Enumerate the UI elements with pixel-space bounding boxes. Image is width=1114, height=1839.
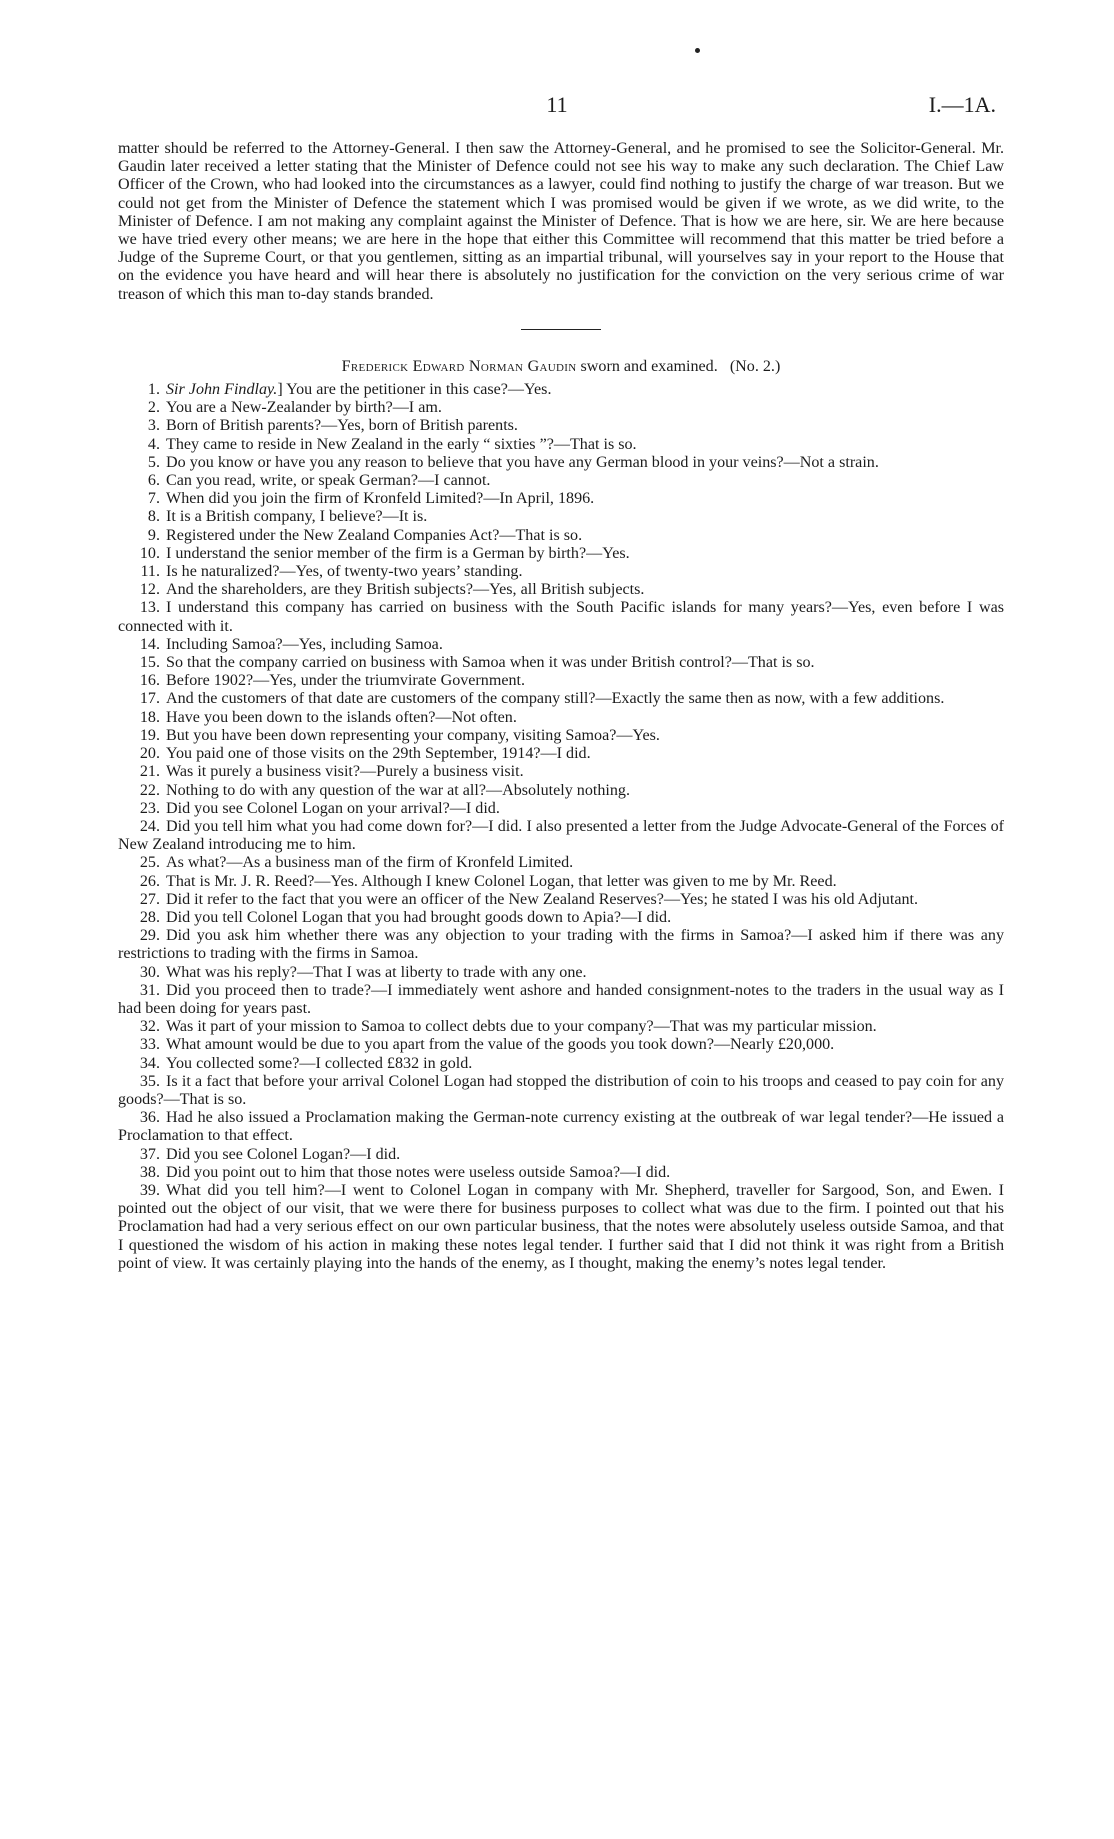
question-text: They came to reside in New Zealand in the early “ sixties ”?—That is so. bbox=[166, 435, 637, 453]
question-answer bbox=[118, 818, 1004, 854]
question-text: Did you proceed then to trade?—I immediately went ashore and handed consignment-notes to the traders in the usual way as I had been doing for years past. bbox=[118, 981, 1004, 1017]
question-number: 7. bbox=[147, 490, 160, 508]
question-text: What was his reply?—That I was at liberty to trade with any one. bbox=[166, 963, 587, 981]
question-answer bbox=[118, 982, 1004, 1018]
question-text: Have you been down to the islands often?—Not often. bbox=[166, 708, 517, 726]
question-number: 10. bbox=[139, 544, 160, 562]
question-text: So that the company carried on business with Samoa when it was under British control?—That is so. bbox=[166, 654, 815, 672]
question-answer bbox=[118, 436, 1004, 454]
question-answer bbox=[118, 964, 1004, 982]
question-text: Did you tell Colonel Logan that you had brought goods down to Apia?—I did. bbox=[166, 908, 672, 926]
question-answer bbox=[118, 1146, 1004, 1164]
question-answer bbox=[118, 508, 1004, 526]
question-answer bbox=[118, 727, 1004, 745]
question-text: Do you know or have you any reason to believe that you have any German blood in your veins?—Not a strain. bbox=[166, 453, 879, 471]
question-number: 5. bbox=[147, 453, 160, 471]
witness-name: Frederick Edward Norman Gaudin bbox=[341, 357, 577, 375]
question-number: 35. bbox=[139, 1072, 160, 1090]
body-text bbox=[118, 140, 1004, 1273]
question-text: What amount would be due to you apart from the value of the goods you took down?—Nearly £20,000. bbox=[166, 1036, 835, 1054]
question-text: Registered under the New Zealand Companies Act?—That is so. bbox=[166, 526, 583, 544]
question-answer bbox=[118, 399, 1004, 417]
question-text: Can you read, write, or speak German?—I cannot. bbox=[166, 472, 491, 490]
question-text: But you have been down representing your company, visiting Samoa?—Yes. bbox=[166, 726, 660, 744]
question-number: 19. bbox=[139, 726, 160, 744]
question-answer bbox=[118, 1055, 1004, 1073]
question-text: As what?—As a business man of the firm of Kronfeld Limited. bbox=[166, 854, 574, 872]
witness-number: (No. 2.) bbox=[729, 357, 781, 375]
question-number: 9. bbox=[147, 526, 160, 544]
question-answer bbox=[118, 800, 1004, 818]
question-text: Before 1902?—Yes, under the triumvirate Government. bbox=[166, 672, 526, 690]
witness-status: sworn and examined. bbox=[576, 357, 718, 375]
question-number: 6. bbox=[147, 472, 160, 490]
question-number: 27. bbox=[139, 890, 160, 908]
question-text: Did you ask him whether there was any objection to your trading with the firms in Samoa?—I asked him if there was any restrictions to trading with the firms in Samoa. bbox=[118, 927, 1004, 963]
question-number: 13. bbox=[139, 599, 160, 617]
page-number: 11 bbox=[546, 92, 568, 117]
question-text: I understand the senior member of the firm is a German by birth?—Yes. bbox=[166, 544, 630, 562]
question-answer bbox=[118, 472, 1004, 490]
question-text: Did it refer to the fact that you were an officer of the New Zealand Reserves?—Yes; he stated I was his old Adjutant. bbox=[166, 890, 919, 908]
question-text: I understand this company has carried on business with the South Pacific islands for many years?—Yes, even before I was connected with it. bbox=[118, 599, 1004, 635]
question-number: 17. bbox=[139, 690, 160, 708]
question-number: 4. bbox=[147, 435, 160, 453]
question-number: 24. bbox=[139, 817, 160, 835]
question-answer bbox=[118, 545, 1004, 563]
question-text: Born of British parents?—Yes, born of British parents. bbox=[166, 417, 518, 435]
question-answer bbox=[118, 417, 1004, 435]
question-answer bbox=[118, 1036, 1004, 1054]
question-text: And the shareholders, are they British subjects?—Yes, all British subjects. bbox=[166, 581, 645, 599]
question-answer bbox=[118, 1018, 1004, 1036]
witness-heading bbox=[118, 358, 1004, 376]
question-answer bbox=[118, 527, 1004, 545]
question-number: 34. bbox=[139, 1054, 160, 1072]
question-answer bbox=[118, 782, 1004, 800]
document-reference: I.—1A. bbox=[928, 92, 996, 117]
question-number: 39. bbox=[139, 1181, 160, 1199]
question-number: 29. bbox=[139, 927, 160, 945]
question-answer bbox=[118, 599, 1004, 635]
question-answer bbox=[118, 490, 1004, 508]
question-text: Nothing to do with any question of the war at all?—Absolutely nothing. bbox=[166, 781, 630, 799]
question-number: 15. bbox=[139, 654, 160, 672]
question-number: 16. bbox=[139, 672, 160, 690]
examiner-name: Sir John Findlay. bbox=[166, 381, 278, 399]
question-answer bbox=[118, 709, 1004, 727]
question-answer bbox=[118, 1073, 1004, 1109]
question-number: 23. bbox=[139, 799, 160, 817]
question-answer bbox=[118, 873, 1004, 891]
question-text: Was it purely a business visit?—Purely a business visit. bbox=[166, 763, 524, 781]
question-answer bbox=[118, 581, 1004, 599]
question-answer bbox=[118, 891, 1004, 909]
question-number: 26. bbox=[139, 872, 160, 890]
question-text: When did you join the firm of Kronfeld Limited?—In April, 1896. bbox=[166, 490, 595, 508]
question-number: 11. bbox=[140, 563, 160, 581]
question-answer bbox=[118, 1164, 1004, 1182]
question-answer bbox=[118, 690, 1004, 708]
question-number: 38. bbox=[139, 1163, 160, 1181]
question-number: 3. bbox=[147, 417, 160, 435]
question-text: And the customers of that date are customers of the company still?—Exactly the same then as now, with a few additions. bbox=[166, 690, 945, 708]
question-answer bbox=[118, 909, 1004, 927]
question-number: 20. bbox=[139, 745, 160, 763]
question-text: You are a New-Zealander by birth?—I am. bbox=[166, 399, 442, 417]
question-number: 18. bbox=[139, 708, 160, 726]
question-text: Did you tell him what you had come down for?—I did. I also presented a letter from the Judge Advocate-General of the Forces of New Zealand introducing me to him. bbox=[118, 817, 1004, 854]
question-text: What did you tell him?—I went to Colonel Logan in company with Mr. Shepherd, traveller for Sargood, Son, and Ewen. I pointed out the object of our visit, that we were there for business purposes to collect what was due to the firm. I pointed out that his Proclamation had had a very serious effect on our own particular business, that the notes were absolutely useless outside Samoa, and that I questioned the wisdom of his action in making these notes legal tender. I further said that I did not think it was right from a British point of view. It was certainly playing into the hands of the enemy, as I thought, making the enemy’s notes legal tender. bbox=[118, 1181, 1004, 1272]
question-number: 31. bbox=[139, 981, 160, 999]
question-text: ] You are the petitioner in this case?—Yes. bbox=[277, 381, 552, 399]
question-answer bbox=[118, 672, 1004, 690]
question-answer bbox=[118, 381, 1004, 399]
intro-paragraph: matter should be referred to the Attorney-General. I then saw the Attorney-General, and he promised to see the Solicitor-General. Mr. Gaudin later received a letter stating that the Minister of Defence could not see his way to make any such declaration. The Chief Law Officer of the Crown, who had looked into the circumstances as a lawyer, could find nothing to justify the charge of war treason. But we could not get from the Minister of Defence the statement which I was promised would be given if we wrote, as we did write, to the Minister of Defence. I am not making any complaint against the Minister of Defence. That is how we are here, sir. We are here because we have tried every other means; we are here in the hope that either this Committee will recommend that this matter be tried before a Judge of the Supreme Court, or that you gentlemen, sitting as an impartial tribunal, will yourselves say in your report to the House that on the evidence you have heard and will hear there is absolutely no justification for the conviction on the very serious crime of war treason of which this man to-day stands branded. bbox=[118, 140, 1004, 303]
question-text: That is Mr. J. R. Reed?—Yes. Although I knew Colonel Logan, that letter was given to me by Mr. Reed. bbox=[166, 872, 837, 890]
examination-transcript bbox=[118, 381, 1004, 1273]
question-number: 37. bbox=[139, 1145, 160, 1163]
question-text: Including Samoa?—Yes, including Samoa. bbox=[166, 635, 443, 653]
question-text: You collected some?—I collected £832 in gold. bbox=[166, 1054, 473, 1072]
question-number: 12. bbox=[139, 581, 160, 599]
question-number: 33. bbox=[139, 1036, 160, 1054]
question-answer bbox=[118, 927, 1004, 963]
question-answer bbox=[118, 454, 1004, 472]
question-text: It is a British company, I believe?—It is. bbox=[166, 508, 428, 526]
question-text: Did you see Colonel Logan?—I did. bbox=[166, 1145, 401, 1163]
question-text: You paid one of those visits on the 29th September, 1914?—I did. bbox=[166, 745, 591, 763]
question-text: Is it a fact that before your arrival Colonel Logan had stopped the distribution of coin to his troops and ceased to pay coin for any goods?—That is so. bbox=[118, 1072, 1004, 1108]
question-number: 32. bbox=[139, 1018, 160, 1036]
question-answer bbox=[118, 854, 1004, 872]
question-number: 30. bbox=[139, 963, 160, 981]
question-number: 22. bbox=[139, 781, 160, 799]
question-number: 36. bbox=[139, 1109, 160, 1127]
question-number: 28. bbox=[139, 908, 160, 926]
section-divider bbox=[521, 329, 601, 330]
question-number: 25. bbox=[139, 854, 160, 872]
question-number: 2. bbox=[147, 399, 160, 417]
question-answer bbox=[118, 654, 1004, 672]
question-number: 8. bbox=[147, 508, 160, 526]
question-answer bbox=[118, 636, 1004, 654]
question-text: Did you point out to him that those notes were useless outside Samoa?—I did. bbox=[166, 1163, 671, 1181]
question-answer bbox=[118, 763, 1004, 781]
question-number: 1. bbox=[147, 381, 160, 399]
question-text: Is he naturalized?—Yes, of twenty-two years’ standing. bbox=[166, 563, 523, 581]
question-number: 14. bbox=[139, 635, 160, 653]
question-text: Was it part of your mission to Samoa to collect debts due to your company?—That was my particular mission. bbox=[166, 1018, 877, 1036]
ink-speck bbox=[695, 48, 700, 53]
question-text: Had he also issued a Proclamation making the German-note currency existing at the outbreak of war legal tender?—He issued a Proclamation to that effect. bbox=[118, 1109, 1004, 1145]
question-answer bbox=[118, 1182, 1004, 1273]
question-answer bbox=[118, 745, 1004, 763]
question-answer bbox=[118, 1109, 1004, 1145]
question-text: Did you see Colonel Logan on your arrival?—I did. bbox=[166, 799, 500, 817]
question-number: 21. bbox=[139, 763, 160, 781]
question-answer bbox=[118, 563, 1004, 581]
